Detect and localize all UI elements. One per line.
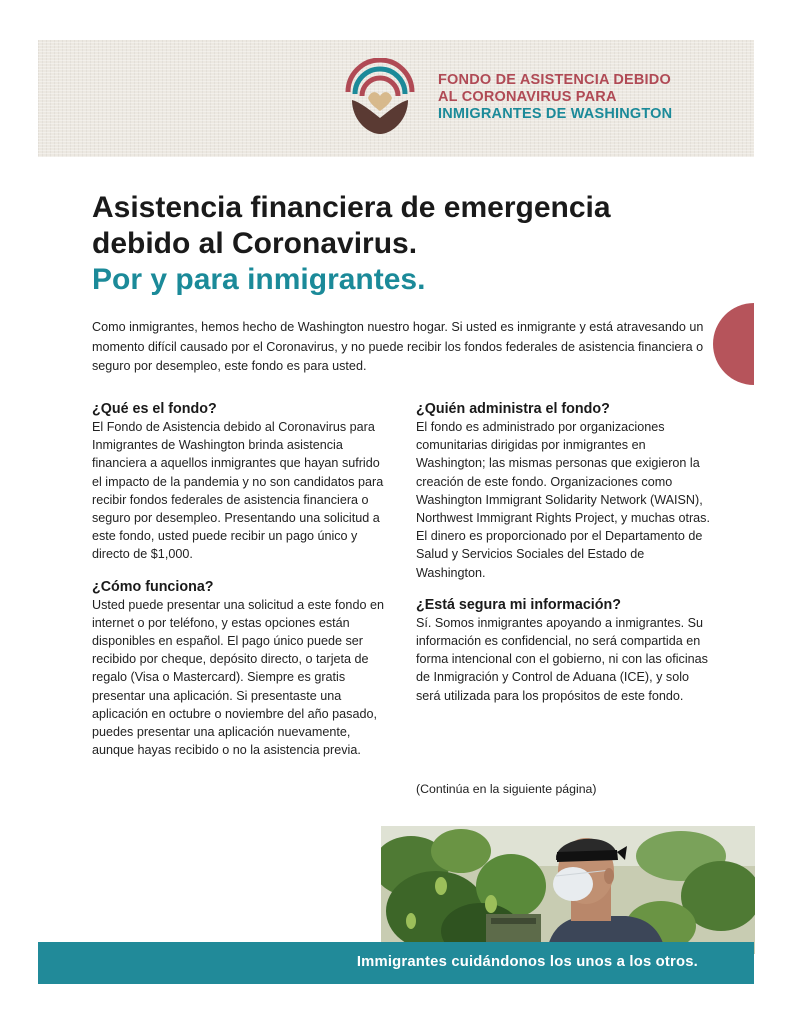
org-name-line-1: FONDO DE ASISTENCIA DEBIDO xyxy=(438,72,671,88)
footer-tagline: Immigrantes cuidándonos los unos a los otros. xyxy=(356,954,698,970)
left-column xyxy=(92,400,392,759)
section-title-who: ¿Quién administra el fondo? xyxy=(416,401,610,417)
section-body-who: El fondo es administrado por organizaciones comunitarias dirigidas por inmigrantes en Washington; las mismas personas que exigieron la creación de este fondo. Organizaciones como Washington Immigrant Solidarity Network (WAISN), Northwest Immigrant Rights Project, y muchas otras. El dinero es proporcionado por el Departamento de Salud y Servicios Sociales del Estado de Washington. xyxy=(416,420,710,580)
right-column xyxy=(416,400,716,705)
masked-worker-photo xyxy=(381,826,755,954)
intro-paragraph: Como inmigrantes, hemos hecho de Washington nuestro hogar. Si usted es inmigrante y está atravesando un momento difícil causado por el Coronavirus, y no puede recibir los fondos federales de asistencia financiera o seguro por desempleo, este fondo es para usted. xyxy=(92,320,704,373)
section-title-safe: ¿Está segura mi información? xyxy=(416,596,621,613)
headline-line-1: Asistencia financiera de emergencia xyxy=(92,191,611,224)
section-body-how: Usted puede presentar una solicitud a este fondo en internet o por teléfono, y estas opciones están disponibles en español. El pago único puede ser recibido por cheque, depósito directo, o tarjeta de regalo (Visa o Mastercard). Siempre es gratis presentar una aplicación. Si presentaste una aplicación en octubre o noviembre del año pasado, puedes presentar una aplicación nuevamente, aunque hayas recibido o no la asistencia previa. xyxy=(92,597,384,758)
section-body-what: El Fondo de Asistencia debido al Coronavirus para Inmigrantes de Washington brinda asistencia financiera a aquellos inmigrantes que hayan sufrido el impacto de la pandemia y no son candidatos para recibir fondos federales de asistencia financiera o seguro por desempleo. Presentando una solicitud a este fondo, usted puede recibir un pago único y directo de $1,000. xyxy=(92,420,384,562)
heart-hands-logo-icon xyxy=(340,58,420,138)
continue-note: (Continúa en la siguiente página) xyxy=(416,782,597,796)
organization-name xyxy=(438,72,672,123)
section-body-safe: Sí. Somos inmigrantes apoyando a inmigrantes. Su información es confidencial, no será compartida en forma intencional con el gobierno, ni con las oficinas de Inmigración y Control de Aduana (ICE), y solo será utilizada para los propósitos de este fondo. xyxy=(416,615,708,703)
section-title-what: ¿Qué es el fondo? xyxy=(92,401,217,417)
decorative-half-circle xyxy=(713,303,791,385)
section-title-how: ¿Cómo funciona? xyxy=(92,578,214,595)
org-name-line-3: INMIGRANTES DE WASHINGTON xyxy=(438,106,673,122)
headline-accent-line: Por y para inmigrantes. xyxy=(92,263,426,296)
footer-band xyxy=(38,942,754,984)
org-name-line-2: AL CORONAVIRUS PARA xyxy=(438,89,617,105)
page-headline xyxy=(92,190,712,298)
headline-line-2: debido al Coronavirus. xyxy=(92,227,418,260)
